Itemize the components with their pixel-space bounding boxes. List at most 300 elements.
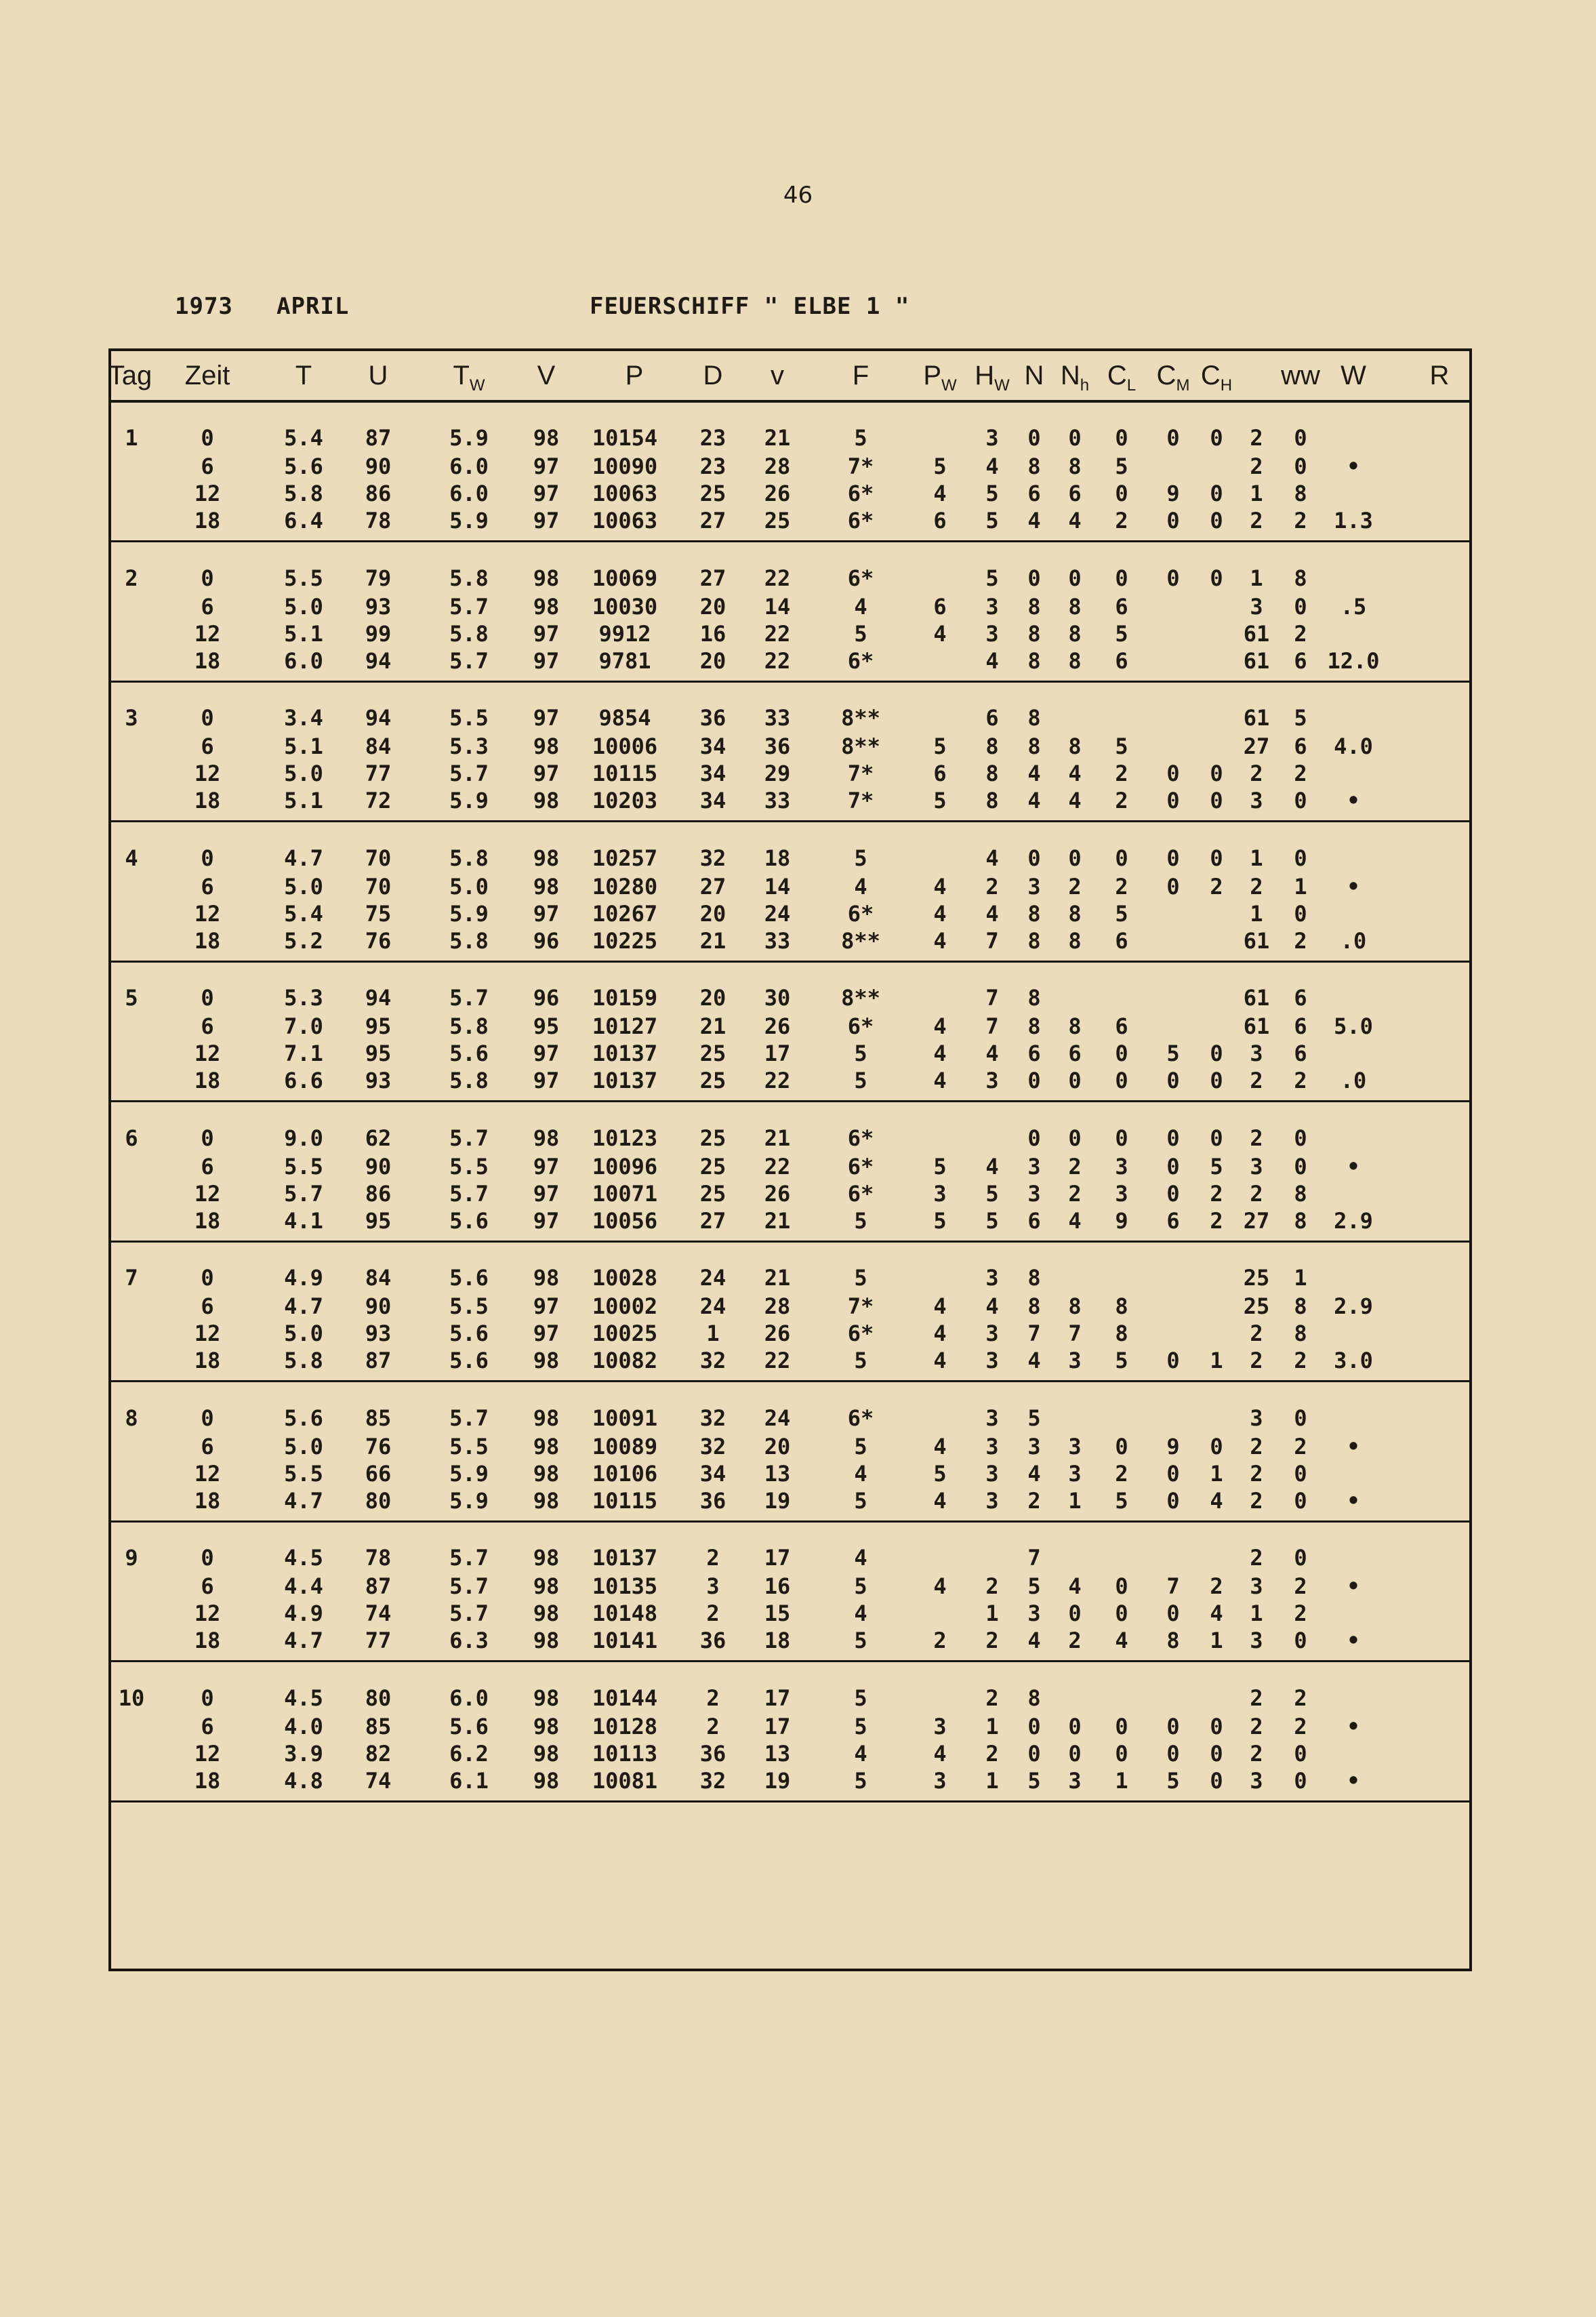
table-cell: 0: [1166, 1348, 1180, 1373]
table-cell: 3: [933, 1768, 947, 1794]
table-cell: 0: [1210, 1041, 1223, 1066]
table-cell: 6: [1115, 928, 1128, 954]
table-cell: 10141: [592, 1628, 658, 1653]
column-header: [1025, 361, 1044, 391]
table-cell: 98: [533, 1488, 560, 1514]
table-cell: 0: [1210, 761, 1223, 786]
table-cell: 2: [1294, 1714, 1307, 1739]
column-header-label: T: [295, 361, 312, 390]
table-cell: 0: [1294, 1154, 1307, 1180]
column-header-subscript: L: [1126, 376, 1137, 395]
table-cell: 5: [985, 481, 999, 506]
table-cell: 10089: [592, 1434, 658, 1459]
table-cell: 61: [1243, 621, 1270, 647]
table-cell: 0: [201, 1545, 214, 1571]
table-cell: 1: [1210, 1461, 1223, 1487]
table-cell: 5: [854, 1685, 867, 1711]
day-number: 7: [125, 1265, 138, 1291]
table-cell: 0: [1068, 1068, 1082, 1093]
table-cell: 6.0: [284, 648, 323, 674]
table-cell: 16: [699, 621, 727, 647]
table-cell: 4: [933, 1488, 947, 1514]
table-cell: 1: [706, 1321, 720, 1346]
table-cell: 25: [1243, 1265, 1270, 1291]
table-cell: 4: [1027, 1628, 1041, 1653]
day-number: 8: [125, 1405, 138, 1431]
table-cell: 61: [1243, 928, 1270, 954]
table-cell: 5: [1115, 621, 1128, 647]
table-cell: 2: [706, 1545, 720, 1571]
table-cell: 98: [533, 594, 560, 620]
table-cell: 3: [1250, 1628, 1263, 1653]
table-cell: 8: [1027, 648, 1041, 674]
table-cell: 5: [854, 1434, 867, 1459]
table-cell: 80: [365, 1488, 392, 1514]
table-cell: 6.1: [449, 1768, 489, 1794]
table-cell: 8: [1115, 1321, 1128, 1346]
column-header-label: D: [703, 361, 723, 390]
table-cell: 5.6: [449, 1041, 489, 1066]
table-cell: 21: [764, 1265, 791, 1291]
table-cell: 0: [1027, 1125, 1041, 1151]
table-cell: 8: [1294, 565, 1307, 591]
table-cell: 5.7: [449, 1125, 489, 1151]
table-cell: 8**: [841, 985, 880, 1011]
column-header: [923, 361, 956, 395]
table-cell: 0: [1027, 1068, 1041, 1093]
table-cell: 32: [699, 845, 727, 871]
table-cell: 2: [1250, 425, 1263, 451]
table-cell: 6: [985, 705, 999, 731]
column-header-label: Tag: [108, 361, 152, 390]
table-cell: 14: [764, 594, 791, 620]
table-cell: 4: [933, 928, 947, 954]
table-cell: 6: [933, 761, 947, 786]
table-cell: 99: [365, 621, 392, 647]
table-cell: •: [1347, 788, 1360, 813]
table-cell: 5.7: [449, 761, 489, 786]
table-cell: 2: [1250, 1488, 1263, 1514]
table-cell: 6: [1294, 648, 1307, 674]
table-cell: 0: [1166, 1714, 1180, 1739]
table-cell: 0: [1294, 1488, 1307, 1514]
table-cell: 4: [985, 1041, 999, 1066]
table-cell: 5: [854, 1628, 867, 1653]
table-cell: 6: [201, 733, 214, 759]
table-cell: •: [1347, 874, 1360, 900]
column-header-label: V: [537, 361, 556, 390]
table-cell: 9.0: [284, 1125, 323, 1151]
table-cell: 18: [194, 1628, 221, 1653]
table-cell: 10096: [592, 1154, 658, 1180]
table-cell: 0: [1210, 1434, 1223, 1459]
table-cell: 74: [365, 1768, 392, 1794]
table-cell: 98: [533, 425, 560, 451]
table-cell: 5.6: [449, 1321, 489, 1346]
table-cell: 8**: [841, 733, 880, 759]
table-cell: 6: [1027, 481, 1041, 506]
table-cell: 2: [1210, 1181, 1223, 1207]
table-cell: 10090: [592, 454, 658, 479]
table-cell: 20: [764, 1434, 791, 1459]
table-cell: 5.9: [449, 508, 489, 533]
table-cell: 0: [1068, 845, 1082, 871]
table-cell: 23: [699, 454, 727, 479]
table-cell: 10154: [592, 425, 658, 451]
table-cell: 0: [1166, 1181, 1180, 1207]
table-cell: 98: [533, 1714, 560, 1739]
table-cell: 2: [985, 1573, 999, 1599]
table-cell: 5.8: [449, 1013, 489, 1039]
table-cell: 0: [201, 565, 214, 591]
table-cell: 6: [201, 1293, 214, 1319]
day-block: [111, 403, 1469, 542]
table-cell: 6: [1115, 1013, 1128, 1039]
table-cell: 33: [764, 788, 791, 813]
table-cell: 10115: [592, 1488, 658, 1514]
table-cell: 2: [985, 1741, 999, 1767]
table-cell: 25: [699, 1041, 727, 1066]
table-cell: •: [1347, 454, 1360, 479]
table-cell: 2: [1294, 1068, 1307, 1093]
table-cell: 3: [1115, 1154, 1128, 1180]
table-cell: 3: [985, 594, 999, 620]
table-cell: 10128: [592, 1714, 658, 1739]
table-cell: 0: [1068, 1125, 1082, 1151]
table-cell: 9: [1166, 1434, 1180, 1459]
table-cell: 7.1: [284, 1041, 323, 1066]
table-cell: 10069: [592, 565, 658, 591]
table-cell: 23: [699, 425, 727, 451]
table-cell: 84: [365, 733, 392, 759]
table-cell: 5: [985, 565, 999, 591]
table-cell: 26: [764, 1321, 791, 1346]
table-cell: 2: [1294, 508, 1307, 533]
table-cell: 10006: [592, 733, 658, 759]
table-cell: 8: [1294, 481, 1307, 506]
table-cell: 18: [194, 1768, 221, 1794]
table-cell: 5.4: [284, 425, 323, 451]
table-cell: 3: [985, 1488, 999, 1514]
table-cell: 5.0: [284, 761, 323, 786]
table-cell: 2.9: [1334, 1208, 1373, 1234]
table-cell: 2: [1250, 1545, 1263, 1571]
table-cell: 0: [1210, 508, 1223, 533]
table-cell: 0: [1294, 1125, 1307, 1151]
table-cell: 2: [933, 1628, 947, 1653]
table-cell: •: [1347, 1434, 1360, 1459]
table-cell: 0: [1115, 1434, 1128, 1459]
table-cell: 2: [1068, 1154, 1082, 1180]
table-cell: 5: [1027, 1573, 1041, 1599]
table-cell: 32: [699, 1768, 727, 1794]
table-cell: 3: [933, 1714, 947, 1739]
table-cell: 10257: [592, 845, 658, 871]
day-number: 2: [125, 565, 138, 591]
table-cell: 24: [764, 901, 791, 927]
table-cell: 98: [533, 1768, 560, 1794]
table-cell: 10159: [592, 985, 658, 1011]
table-cell: 8: [1027, 454, 1041, 479]
column-header: [1341, 361, 1366, 391]
table-cell: 5.8: [449, 845, 489, 871]
table-cell: 0: [1115, 1714, 1128, 1739]
table-cell: 4: [933, 1348, 947, 1373]
table-cell: 5.3: [284, 985, 323, 1011]
table-cell: 4.5: [284, 1545, 323, 1571]
table-cell: 22: [764, 1348, 791, 1373]
table-cell: 18: [194, 1488, 221, 1514]
table-cell: 95: [365, 1041, 392, 1066]
column-header-subscript: W: [941, 376, 957, 395]
table-cell: 10113: [592, 1741, 658, 1767]
table-cell: 6.0: [449, 454, 489, 479]
table-cell: 98: [533, 1348, 560, 1373]
column-header-label: R: [1429, 361, 1450, 390]
column-header-label: C: [1200, 361, 1221, 390]
table-cell: 7: [1166, 1573, 1180, 1599]
table-cell: 28: [764, 454, 791, 479]
table-cell: 21: [764, 1208, 791, 1234]
column-header-label: F: [852, 361, 869, 390]
table-cell: 4: [1027, 1348, 1041, 1373]
table-cell: 17: [764, 1041, 791, 1066]
table-cell: 97: [533, 1154, 560, 1180]
table-cell: 5.8: [449, 1068, 489, 1093]
table-cell: 8: [1027, 1265, 1041, 1291]
table-cell: 1: [1250, 481, 1263, 506]
table-cell: 97: [533, 621, 560, 647]
table-cell: 4.4: [284, 1573, 323, 1599]
table-cell: 12: [194, 761, 221, 786]
table-cell: 94: [365, 648, 392, 674]
table-cell: 33: [764, 928, 791, 954]
column-header: [185, 361, 230, 391]
table-cell: 2: [706, 1714, 720, 1739]
column-header-subscript: W: [994, 376, 1010, 395]
column-header: [537, 361, 556, 391]
table-cell: 75: [365, 901, 392, 927]
table-cell: 8: [1068, 621, 1082, 647]
table-cell: 22: [764, 648, 791, 674]
table-cell: 8: [1068, 1293, 1082, 1319]
table-cell: 5.9: [449, 1461, 489, 1487]
table-cell: 4: [933, 1434, 947, 1459]
table-cell: 61: [1243, 705, 1270, 731]
table-cell: 3: [985, 621, 999, 647]
table-cell: 2: [1250, 1068, 1263, 1093]
table-cell: 6: [1115, 594, 1128, 620]
table-cell: 4: [933, 1013, 947, 1039]
table-cell: 5.2: [284, 928, 323, 954]
column-header: [1430, 361, 1450, 391]
table-cell: 70: [365, 874, 392, 900]
table-cell: 3.4: [284, 705, 323, 731]
table-cell: 1: [1250, 845, 1263, 871]
column-header: [1107, 361, 1136, 395]
table-cell: 1: [1294, 1265, 1307, 1291]
table-cell: 8: [1027, 621, 1041, 647]
table-cell: 30: [764, 985, 791, 1011]
table-cell: 5.9: [449, 901, 489, 927]
table-cell: 0: [1210, 845, 1223, 871]
station-name: FEUERSCHIFF " ELBE 1 ": [590, 293, 910, 320]
table-cell: 8: [1294, 1293, 1307, 1319]
table-cell: 5: [985, 1181, 999, 1207]
table-cell: 2: [1294, 1434, 1307, 1459]
table-cell: 6: [933, 594, 947, 620]
table-cell: 27: [1243, 733, 1270, 759]
table-cell: 3: [1027, 1154, 1041, 1180]
table-cell: 24: [699, 1265, 727, 1291]
column-header-label: N: [1024, 361, 1044, 390]
column-header: [1061, 361, 1089, 395]
table-cell: 6: [201, 1434, 214, 1459]
table-cell: 2: [1294, 761, 1307, 786]
column-header-label: ww: [1281, 361, 1320, 390]
table-cell: 5: [854, 1348, 867, 1373]
table-cell: 5: [985, 1208, 999, 1234]
table-cell: 0: [1068, 425, 1082, 451]
table-cell: 1: [1250, 1600, 1263, 1626]
table-cell: 0: [1115, 845, 1128, 871]
table-cell: 90: [365, 1293, 392, 1319]
table-cell: 0: [1210, 788, 1223, 813]
table-cell: 2: [1250, 1181, 1263, 1207]
table-cell: 90: [365, 1154, 392, 1180]
table-cell: 5.6: [449, 1714, 489, 1739]
table-cell: 12: [194, 481, 221, 506]
table-cell: 8: [1115, 1293, 1128, 1319]
table-cell: 3: [706, 1573, 720, 1599]
table-cell: 9912: [598, 621, 651, 647]
table-cell: 5.7: [449, 1600, 489, 1626]
table-cell: 4: [933, 1741, 947, 1767]
table-cell: 12: [194, 1600, 221, 1626]
table-cell: 2: [985, 874, 999, 900]
table-cell: 5.8: [449, 565, 489, 591]
table-cell: 2: [985, 1685, 999, 1711]
table-cell: 0: [1115, 1125, 1128, 1151]
table-cell: 4: [1115, 1628, 1128, 1653]
table-cell: •: [1347, 1573, 1360, 1599]
column-header: [295, 361, 312, 391]
table-cell: 4: [1068, 761, 1082, 786]
table-cell: 6: [1294, 1013, 1307, 1039]
table-cell: 77: [365, 1628, 392, 1653]
table-cell: 4: [1027, 761, 1041, 786]
table-cell: 27: [699, 874, 727, 900]
table-cell: 5.0: [284, 874, 323, 900]
table-cell: 5: [854, 1208, 867, 1234]
table-cell: 2.9: [1334, 1293, 1373, 1319]
table-cell: 12: [194, 621, 221, 647]
table-cell: 5: [933, 1461, 947, 1487]
table-cell: 6: [201, 1154, 214, 1180]
table-cell: 0: [1166, 1488, 1180, 1514]
table-cell: 8: [1068, 1013, 1082, 1039]
table-cell: 10148: [592, 1600, 658, 1626]
table-cell: 0: [1294, 901, 1307, 927]
table-cell: 87: [365, 1573, 392, 1599]
table-cell: 5.0: [284, 1321, 323, 1346]
table-cell: 2: [706, 1685, 720, 1711]
table-cell: 19: [764, 1768, 791, 1794]
table-cell: 97: [533, 481, 560, 506]
table-cell: 0: [1294, 1545, 1307, 1571]
column-header: [703, 361, 723, 391]
table-cell: 93: [365, 594, 392, 620]
table-cell: 6*: [847, 648, 874, 674]
table-cell: 18: [194, 1348, 221, 1373]
table-cell: 62: [365, 1125, 392, 1151]
table-cell: 10025: [592, 1321, 658, 1346]
table-cell: 1: [1250, 901, 1263, 927]
table-cell: 5.7: [449, 1405, 489, 1431]
table-cell: 18: [764, 845, 791, 871]
table-cell: 32: [699, 1405, 727, 1431]
table-cell: 0: [201, 1125, 214, 1151]
table-cell: 20: [699, 594, 727, 620]
table-cell: 10056: [592, 1208, 658, 1234]
table-cell: 5.8: [449, 621, 489, 647]
table-cell: 5: [854, 1573, 867, 1599]
table-cell: •: [1347, 1714, 1360, 1739]
table-cell: 5: [854, 1041, 867, 1066]
table-cell: 93: [365, 1068, 392, 1093]
table-cell: 5.7: [449, 594, 489, 620]
table-cell: 12: [194, 901, 221, 927]
table-cell: 5.9: [449, 425, 489, 451]
table-cell: 10081: [592, 1768, 658, 1794]
table-cell: 34: [699, 788, 727, 813]
table-cell: 8: [1027, 705, 1041, 731]
table-cell: 25: [699, 1181, 727, 1207]
table-cell: 6.2: [449, 1741, 489, 1767]
table-cell: 10144: [592, 1685, 658, 1711]
table-cell: 36: [699, 1741, 727, 1767]
table-cell: 0: [1294, 1628, 1307, 1653]
table-cell: 5.8: [284, 481, 323, 506]
table-cell: 9: [1166, 481, 1180, 506]
table-cell: 6: [1294, 1041, 1307, 1066]
table-cell: 7: [1027, 1321, 1041, 1346]
table-cell: 33: [764, 705, 791, 731]
column-header-label: W: [1341, 361, 1366, 390]
table-cell: 7: [985, 1013, 999, 1039]
table-cell: 13: [764, 1741, 791, 1767]
table-cell: 10028: [592, 1265, 658, 1291]
table-cell: 5.0: [1334, 1013, 1373, 1039]
table-cell: 4: [1068, 788, 1082, 813]
page-number: 46: [783, 182, 813, 209]
table-cell: 0: [1210, 1068, 1223, 1093]
table-cell: 10106: [592, 1461, 658, 1487]
table-cell: 2: [1250, 1461, 1263, 1487]
table-cell: 3: [985, 425, 999, 451]
table-cell: 5: [1115, 1488, 1128, 1514]
table-cell: 97: [533, 1068, 560, 1093]
table-cell: 4: [933, 1068, 947, 1093]
table-cell: 4: [1068, 1208, 1082, 1234]
table-cell: 97: [533, 761, 560, 786]
table-cell: 77: [365, 761, 392, 786]
table-cell: 5.4: [284, 901, 323, 927]
table-cell: 12: [194, 1461, 221, 1487]
table-cell: 4.0: [284, 1714, 323, 1739]
table-cell: 2: [1068, 1628, 1082, 1653]
table-cell: 2: [1068, 874, 1082, 900]
